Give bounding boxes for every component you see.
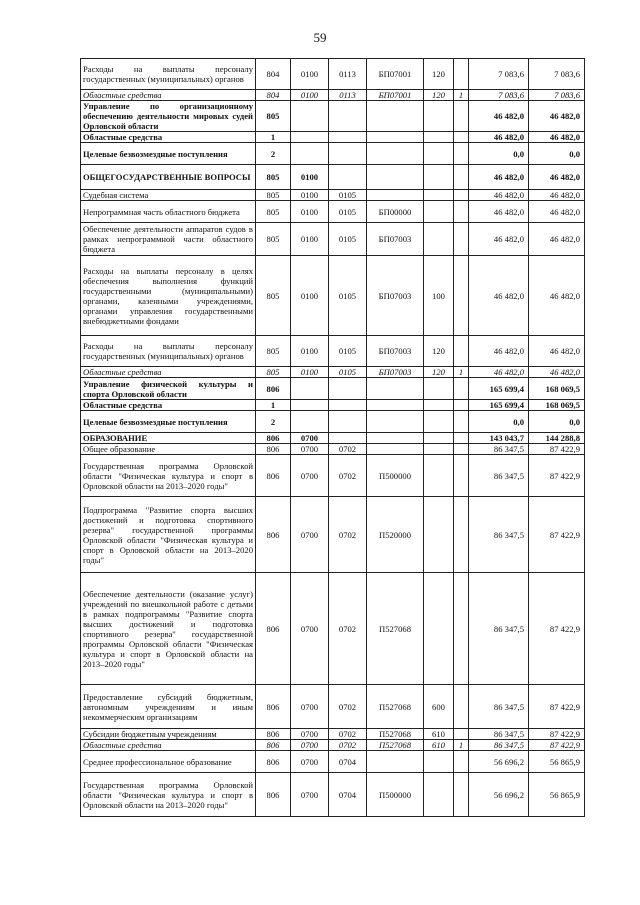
- target-article-code: [367, 132, 424, 143]
- amount-year-1: 56 696,2: [469, 773, 529, 817]
- funding-source-code: [454, 190, 469, 201]
- row-name: Расходы на выплаты персоналу государственных (муниципальных) органов: [81, 336, 256, 367]
- row-name: ОБРАЗОВАНИЕ: [81, 433, 256, 444]
- amount-year-2: 87 422,9: [529, 573, 585, 685]
- funding-source-code: 1: [454, 90, 469, 101]
- amount-year-1: 165 699,4: [469, 378, 529, 400]
- target-article-code: [367, 378, 424, 400]
- amount-year-2: 168 069,5: [529, 378, 585, 400]
- funding-source-code: [454, 497, 469, 573]
- amount-year-2: 0,0: [529, 143, 585, 165]
- ministry-code: 805: [256, 336, 291, 367]
- section-code: 0100: [291, 336, 329, 367]
- expense-type-code: 120: [424, 336, 454, 367]
- row-name: Областные средства: [81, 367, 256, 378]
- expense-type-code: [424, 165, 454, 190]
- target-article-code: [367, 400, 424, 411]
- amount-year-2: 7 083,6: [529, 59, 585, 90]
- target-article-code: [367, 433, 424, 444]
- target-article-code: БП07001: [367, 59, 424, 90]
- target-article-code: БП07001: [367, 90, 424, 101]
- section-code: 0700: [291, 433, 329, 444]
- ministry-code: 805: [256, 101, 291, 132]
- funding-source-code: [454, 400, 469, 411]
- section-code: 0100: [291, 201, 329, 223]
- section-code: 0100: [291, 90, 329, 101]
- subsection-code: 0704: [329, 751, 367, 773]
- amount-year-2: 46 482,0: [529, 190, 585, 201]
- amount-year-2: 87 422,9: [529, 444, 585, 455]
- row-name: Общее образование: [81, 444, 256, 455]
- table-row: [81, 132, 585, 143]
- expense-type-code: [424, 190, 454, 201]
- funding-source-code: [454, 132, 469, 143]
- subsection-code: 0105: [329, 256, 367, 336]
- table-row: [81, 165, 585, 190]
- table-row: [81, 751, 585, 773]
- expense-type-code: [424, 223, 454, 256]
- ministry-code: 806: [256, 433, 291, 444]
- section-code: 0100: [291, 256, 329, 336]
- table-row: [81, 59, 585, 90]
- amount-year-2: 144 288,8: [529, 433, 585, 444]
- funding-source-code: [454, 729, 469, 740]
- amount-year-1: 0,0: [469, 143, 529, 165]
- table-row: [81, 433, 585, 444]
- amount-year-2: 56 865,9: [529, 773, 585, 817]
- funding-source-code: [454, 59, 469, 90]
- section-code: 0700: [291, 773, 329, 817]
- row-name: Управление по организационному обеспечению деятельности мировых судей Орловской области: [81, 101, 256, 132]
- table-row: [81, 444, 585, 455]
- row-name: Судебная система: [81, 190, 256, 201]
- section-code: 0700: [291, 740, 329, 751]
- section-code: [291, 400, 329, 411]
- amount-year-1: 46 482,0: [469, 223, 529, 256]
- ministry-code: 805: [256, 190, 291, 201]
- expense-type-code: 120: [424, 59, 454, 90]
- target-article-code: П500000: [367, 773, 424, 817]
- amount-year-2: 46 482,0: [529, 336, 585, 367]
- amount-year-1: 165 699,4: [469, 400, 529, 411]
- row-name: Обеспечение деятельности аппаратов судов в рамках непрограммной части областного бюджета: [81, 223, 256, 256]
- ministry-code: 806: [256, 573, 291, 685]
- funding-source-code: [454, 751, 469, 773]
- table-row: [81, 190, 585, 201]
- target-article-code: [367, 101, 424, 132]
- section-code: 0700: [291, 497, 329, 573]
- target-article-code: БП07003: [367, 336, 424, 367]
- section-code: [291, 101, 329, 132]
- target-article-code: П527068: [367, 729, 424, 740]
- amount-year-2: 87 422,9: [529, 685, 585, 729]
- funding-source-code: [454, 455, 469, 497]
- table-row: [81, 685, 585, 729]
- amount-year-1: 86 347,5: [469, 729, 529, 740]
- amount-year-2: 7 083,6: [529, 90, 585, 101]
- table-row: [81, 573, 585, 685]
- row-name: Расходы на выплаты персоналу государственных (муниципальных) органов: [81, 59, 256, 90]
- funding-source-code: [454, 165, 469, 190]
- expense-type-code: [424, 400, 454, 411]
- amount-year-1: 143 043,7: [469, 433, 529, 444]
- ministry-code: 806: [256, 729, 291, 740]
- expense-type-code: 610: [424, 740, 454, 751]
- subsection-code: 0105: [329, 367, 367, 378]
- ministry-code: 806: [256, 685, 291, 729]
- subsection-code: [329, 378, 367, 400]
- amount-year-2: 46 482,0: [529, 165, 585, 190]
- row-name: Целевые безвозмездные поступления: [81, 143, 256, 165]
- funding-source-code: [454, 256, 469, 336]
- section-code: [291, 378, 329, 400]
- target-article-code: [367, 165, 424, 190]
- subsection-code: 0105: [329, 190, 367, 201]
- section-code: [291, 143, 329, 165]
- expense-type-code: [424, 132, 454, 143]
- funding-source-code: 1: [454, 367, 469, 378]
- row-name: Областные средства: [81, 132, 256, 143]
- funding-source-code: [454, 685, 469, 729]
- table-row: [81, 497, 585, 573]
- target-article-code: П527068: [367, 573, 424, 685]
- subsection-code: 0702: [329, 685, 367, 729]
- amount-year-1: 46 482,0: [469, 367, 529, 378]
- target-article-code: БП07003: [367, 256, 424, 336]
- subsection-code: 0704: [329, 773, 367, 817]
- amount-year-1: 46 482,0: [469, 132, 529, 143]
- target-article-code: [367, 444, 424, 455]
- budget-table: [80, 58, 585, 817]
- subsection-code: 0702: [329, 729, 367, 740]
- amount-year-1: 46 482,0: [469, 101, 529, 132]
- amount-year-2: 46 482,0: [529, 223, 585, 256]
- row-name: Среднее профессиональное образование: [81, 751, 256, 773]
- row-name: Управление физической культуры и спорта Орловской области: [81, 378, 256, 400]
- target-article-code: П500000: [367, 455, 424, 497]
- expense-type-code: [424, 497, 454, 573]
- amount-year-1: 86 347,5: [469, 573, 529, 685]
- row-name: Субсидии бюджетным учреждениям: [81, 729, 256, 740]
- section-code: 0100: [291, 165, 329, 190]
- subsection-code: 0702: [329, 444, 367, 455]
- table-row: [81, 378, 585, 400]
- ministry-code: 2: [256, 143, 291, 165]
- expense-type-code: [424, 455, 454, 497]
- amount-year-1: 86 347,5: [469, 497, 529, 573]
- ministry-code: 806: [256, 773, 291, 817]
- expense-type-code: 600: [424, 685, 454, 729]
- funding-source-code: [454, 101, 469, 132]
- row-name: Предоставление субсидий бюджетным, автономным учреждениям и иным некоммерческим организациям: [81, 685, 256, 729]
- target-article-code: БП07003: [367, 223, 424, 256]
- amount-year-1: 86 347,5: [469, 455, 529, 497]
- section-code: 0700: [291, 455, 329, 497]
- row-name: Обеспечение деятельности (оказание услуг) учреждений по внешкольной работе с детьми в рамках подпрограммы "Развитие спорта высших достижений и подготовка спортивного резерва" государственной программы Орловской области "Физическая культура и спорт в Орловской области на 2013–2020 годы": [81, 573, 256, 685]
- amount-year-2: 46 482,0: [529, 201, 585, 223]
- page-number: 59: [313, 30, 327, 45]
- amount-year-2: 0,0: [529, 411, 585, 433]
- expense-type-code: 120: [424, 90, 454, 101]
- funding-source-code: [454, 573, 469, 685]
- amount-year-2: 87 422,9: [529, 497, 585, 573]
- expense-type-code: [424, 751, 454, 773]
- table-row: [81, 90, 585, 101]
- amount-year-2: 87 422,9: [529, 455, 585, 497]
- expense-type-code: [424, 573, 454, 685]
- section-code: 0700: [291, 751, 329, 773]
- amount-year-2: 46 482,0: [529, 101, 585, 132]
- amount-year-2: 87 422,9: [529, 740, 585, 751]
- amount-year-1: 46 482,0: [469, 165, 529, 190]
- ministry-code: 804: [256, 59, 291, 90]
- target-article-code: БП00000: [367, 201, 424, 223]
- table-row: [81, 223, 585, 256]
- ministry-code: 1: [256, 132, 291, 143]
- amount-year-2: 87 422,9: [529, 729, 585, 740]
- section-code: 0700: [291, 444, 329, 455]
- ministry-code: 806: [256, 444, 291, 455]
- section-code: 0100: [291, 190, 329, 201]
- ministry-code: 805: [256, 367, 291, 378]
- row-name: ОБЩЕГОСУДАРСТВЕННЫЕ ВОПРОСЫ: [81, 165, 256, 190]
- ministry-code: 2: [256, 411, 291, 433]
- section-code: 0100: [291, 367, 329, 378]
- expense-type-code: 120: [424, 367, 454, 378]
- ministry-code: 805: [256, 165, 291, 190]
- table-row: [81, 143, 585, 165]
- table-row: [81, 740, 585, 751]
- funding-source-code: 1: [454, 740, 469, 751]
- ministry-code: 805: [256, 223, 291, 256]
- expense-type-code: [424, 433, 454, 444]
- expense-type-code: [424, 378, 454, 400]
- row-name: Государственная программа Орловской области "Физическая культура и спорт в Орловской области на 2013–2020 годы": [81, 455, 256, 497]
- target-article-code: [367, 411, 424, 433]
- funding-source-code: [454, 143, 469, 165]
- funding-source-code: [454, 336, 469, 367]
- subsection-code: 0105: [329, 223, 367, 256]
- amount-year-1: 46 482,0: [469, 201, 529, 223]
- target-article-code: БП07003: [367, 367, 424, 378]
- table-row: [81, 455, 585, 497]
- amount-year-1: 46 482,0: [469, 336, 529, 367]
- table-row: [81, 201, 585, 223]
- subsection-code: [329, 400, 367, 411]
- row-name: Подпрограмма "Развитие спорта высших достижений и подготовка спортивного резерва" государственной программы Орловской области "Физическая культура и спорт в Орловской области на 2013–2020 годы": [81, 497, 256, 573]
- ministry-code: 805: [256, 201, 291, 223]
- funding-source-code: [454, 444, 469, 455]
- row-name: Расходы на выплаты персоналу в целях обеспечения выполнения функций государственными (муниципальными) органами, казенными учреждениями, органами управления государственными внебюджетными фондами: [81, 256, 256, 336]
- expense-type-code: [424, 444, 454, 455]
- ministry-code: 804: [256, 90, 291, 101]
- target-article-code: [367, 751, 424, 773]
- ministry-code: 806: [256, 751, 291, 773]
- amount-year-1: 86 347,5: [469, 444, 529, 455]
- section-code: 0100: [291, 223, 329, 256]
- table-body: [81, 59, 585, 817]
- row-name: Областные средства: [81, 90, 256, 101]
- subsection-code: 0702: [329, 455, 367, 497]
- expense-type-code: [424, 773, 454, 817]
- expense-type-code: [424, 143, 454, 165]
- subsection-code: 0702: [329, 497, 367, 573]
- section-code: 0700: [291, 685, 329, 729]
- subsection-code: [329, 143, 367, 165]
- subsection-code: [329, 165, 367, 190]
- ministry-code: 1: [256, 400, 291, 411]
- target-article-code: [367, 143, 424, 165]
- amount-year-1: 86 347,5: [469, 685, 529, 729]
- ministry-code: 806: [256, 378, 291, 400]
- subsection-code: 0113: [329, 90, 367, 101]
- subsection-code: 0105: [329, 201, 367, 223]
- funding-source-code: [454, 433, 469, 444]
- amount-year-1: 46 482,0: [469, 256, 529, 336]
- table-row: [81, 400, 585, 411]
- subsection-code: [329, 101, 367, 132]
- row-name: Областные средства: [81, 400, 256, 411]
- amount-year-2: 168 069,5: [529, 400, 585, 411]
- funding-source-code: [454, 223, 469, 256]
- amount-year-1: 46 482,0: [469, 190, 529, 201]
- expense-type-code: [424, 101, 454, 132]
- subsection-code: [329, 132, 367, 143]
- amount-year-2: 46 482,0: [529, 132, 585, 143]
- ministry-code: 806: [256, 497, 291, 573]
- section-code: [291, 411, 329, 433]
- amount-year-1: 0,0: [469, 411, 529, 433]
- table-row: [81, 101, 585, 132]
- section-code: [291, 132, 329, 143]
- funding-source-code: [454, 201, 469, 223]
- amount-year-1: 7 083,6: [469, 90, 529, 101]
- target-article-code: [367, 190, 424, 201]
- table-row: [81, 411, 585, 433]
- table-row: [81, 773, 585, 817]
- target-article-code: П527068: [367, 685, 424, 729]
- row-name: Областные средства: [81, 740, 256, 751]
- amount-year-2: 46 482,0: [529, 256, 585, 336]
- expense-type-code: [424, 411, 454, 433]
- row-name: Государственная программа Орловской области "Физическая культура и спорт в Орловской области на 2013–2020 годы": [81, 773, 256, 817]
- expense-type-code: 610: [424, 729, 454, 740]
- subsection-code: [329, 433, 367, 444]
- expense-type-code: 100: [424, 256, 454, 336]
- subsection-code: 0702: [329, 740, 367, 751]
- target-article-code: П527068: [367, 740, 424, 751]
- table-row: [81, 336, 585, 367]
- funding-source-code: [454, 773, 469, 817]
- row-name: Целевые безвозмездные поступления: [81, 411, 256, 433]
- row-name: Непрограммная часть областного бюджета: [81, 201, 256, 223]
- target-article-code: П520000: [367, 497, 424, 573]
- subsection-code: 0105: [329, 336, 367, 367]
- section-code: 0700: [291, 729, 329, 740]
- ministry-code: 806: [256, 740, 291, 751]
- funding-source-code: [454, 411, 469, 433]
- table-row: [81, 367, 585, 378]
- amount-year-1: 7 083,6: [469, 59, 529, 90]
- amount-year-1: 86 347,5: [469, 740, 529, 751]
- ministry-code: 806: [256, 455, 291, 497]
- funding-source-code: [454, 378, 469, 400]
- table-row: [81, 256, 585, 336]
- ministry-code: 805: [256, 256, 291, 336]
- subsection-code: 0702: [329, 573, 367, 685]
- section-code: 0100: [291, 59, 329, 90]
- table-row: [81, 729, 585, 740]
- section-code: 0700: [291, 573, 329, 685]
- amount-year-2: 56 865,9: [529, 751, 585, 773]
- amount-year-2: 46 482,0: [529, 367, 585, 378]
- expense-type-code: [424, 201, 454, 223]
- subsection-code: [329, 411, 367, 433]
- subsection-code: 0113: [329, 59, 367, 90]
- amount-year-1: 56 696,2: [469, 751, 529, 773]
